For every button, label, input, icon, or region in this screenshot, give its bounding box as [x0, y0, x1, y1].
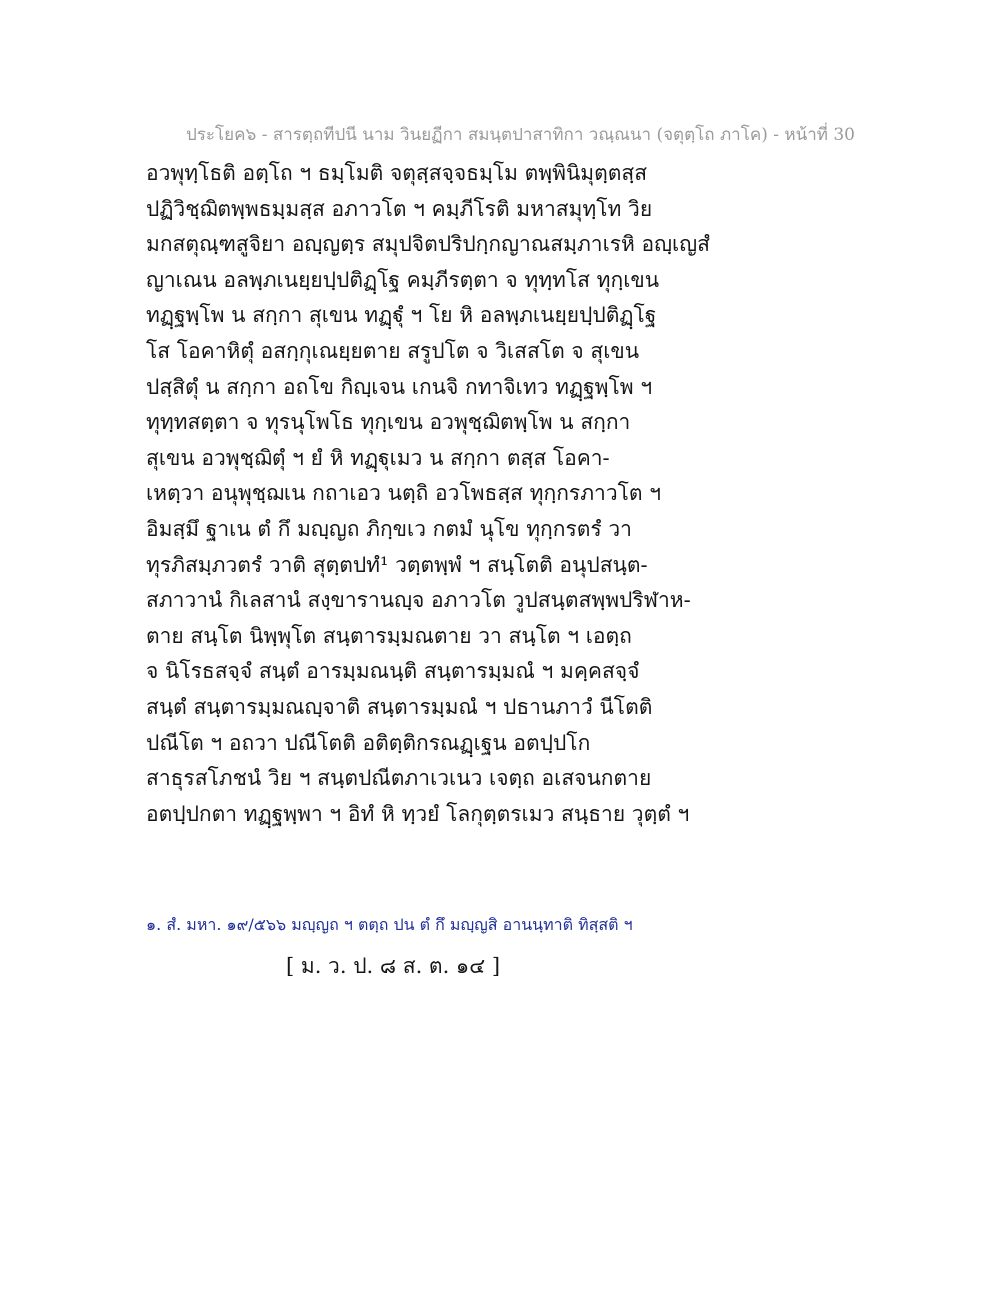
body-line: ปสฺสิตุํ น สกฺกา อถโข กิญฺเจน เกนจิ กทาจิเทว ทฏฺฐพฺโพ ฯ [146, 374, 653, 399]
body-line: เหตฺวา อนุพุชฺฌเน กถาเอว นตฺถิ อวโพธสฺส ทุกฺกรภาวโต ฯ [146, 481, 662, 506]
body-line: ทุรภิสมฺภวตรํ วาติ สุตฺตปทํ¹ วตฺตพฺพํ ฯ สนฺโตติ อนุปสนฺต- [146, 552, 648, 577]
body-line: มกสตุณฺฑสูจิยา อญฺญตฺร สมุปจิตปริปกฺกญาณสมฺภาเรหิ อญฺเญสํ [146, 232, 710, 257]
body-line: อวพุทฺโธติ อตฺโถ ฯ ธมฺโมติ จตุสฺสจฺจธมฺโม ตพฺพินิมุตฺตสฺส [146, 161, 648, 185]
body-line: ญาเณน อลพฺภเนยฺยปฺปติฏฺโฐ คมฺภีรตฺตา จ ทุทฺทโส ทุกฺเขน [146, 267, 660, 292]
body-line: อตปฺปกตา ทฏฺฐพฺพา ฯ อิทํ หิ ทฺวยํ โลกุตฺตรเมว สนฺธาย วุตฺตํ ฯ [146, 801, 690, 826]
body-line: ปณีโต ฯ อถวา ปณีโตติ อติตฺติกรณฏฺเฐน อตปฺปโก [146, 730, 591, 755]
body-line: สาธุรสโภชนํ วิย ฯ สนฺตปณีตภาเวเนว เจตฺถ อเสจนกตาย [146, 766, 652, 791]
footnote: ๑. สํ. มหา. ๑๙/๕๖๖ มญฺญถ ฯ ตตฺถ ปน ตํ กึ มญฺญสิ อานนฺทาติ ทิสฺสติ ฯ [146, 915, 633, 934]
body-line: โส โอคาหิตุํ อสกฺกุเณยฺยตาย สรูปโต จ วิเสสโต จ สุเขน [146, 338, 640, 363]
body-line: สนฺตํ สนฺตารมฺมณญฺจาติ สนฺตารมฺมณํ ฯ ปธานภาวํ นีโตติ [146, 694, 653, 719]
body-line: ตาย สนฺโต นิพฺพุโต สนฺตารมฺมณตาย วา สนฺโต ฯ เอตฺถ [146, 623, 632, 648]
body-line: ทฏฺฐพฺโพ น สกฺกา สุเขน ทฏฺฐุํ ฯ โย หิ อลพฺภเนยฺยปฺปติฏฺโฐ [146, 303, 657, 328]
body-line: ปฏิวิชฺฌิตพฺพธมฺมสฺส อภาวโต ฯ คมฺภีโรติ มหาสมุทฺโท วิย [146, 196, 653, 221]
body-line: สุเขน อวพุชฺฌิตุํ ฯ ยํ หิ ทฏฺฐุเมว น สกฺกา ตสฺส โอคา- [146, 445, 610, 470]
page-reference: [ ม. ว. ป. ๘ ส. ต. ๑๔ ] [286, 954, 501, 978]
body-line: จ นิโรธสจฺจํ สนฺตํ อารมฺมณนฺติ สนฺตารมฺมณํ ฯ มคฺคสจฺจํ [146, 659, 640, 684]
running-header: ประโยค๖ - สารตฺถทีปนี นาม วินยฏีกา สมนฺตปาสาทิกา วณฺณนา (จตุตฺโถ ภาโค) - หน้าที่ 30 [186, 125, 855, 145]
body-line: สภาวานํ กิเลสานํ สงฺขารานญฺจ อภาวโต วูปสนฺตสพฺพปริฬาห- [146, 588, 691, 613]
body-text [146, 156, 866, 832]
body-line: อิมสฺมึ ฐาเน ตํ กึ มญฺญถ ภิกฺขเว กตมํ นุโข ทุกฺกรตรํ วา [146, 516, 632, 541]
body-line: ทุทฺทสตฺตา จ ทุรนุโพโธ ทุกฺเขน อวพุชฺฌิตพฺโพ น สกฺกา [146, 410, 631, 435]
